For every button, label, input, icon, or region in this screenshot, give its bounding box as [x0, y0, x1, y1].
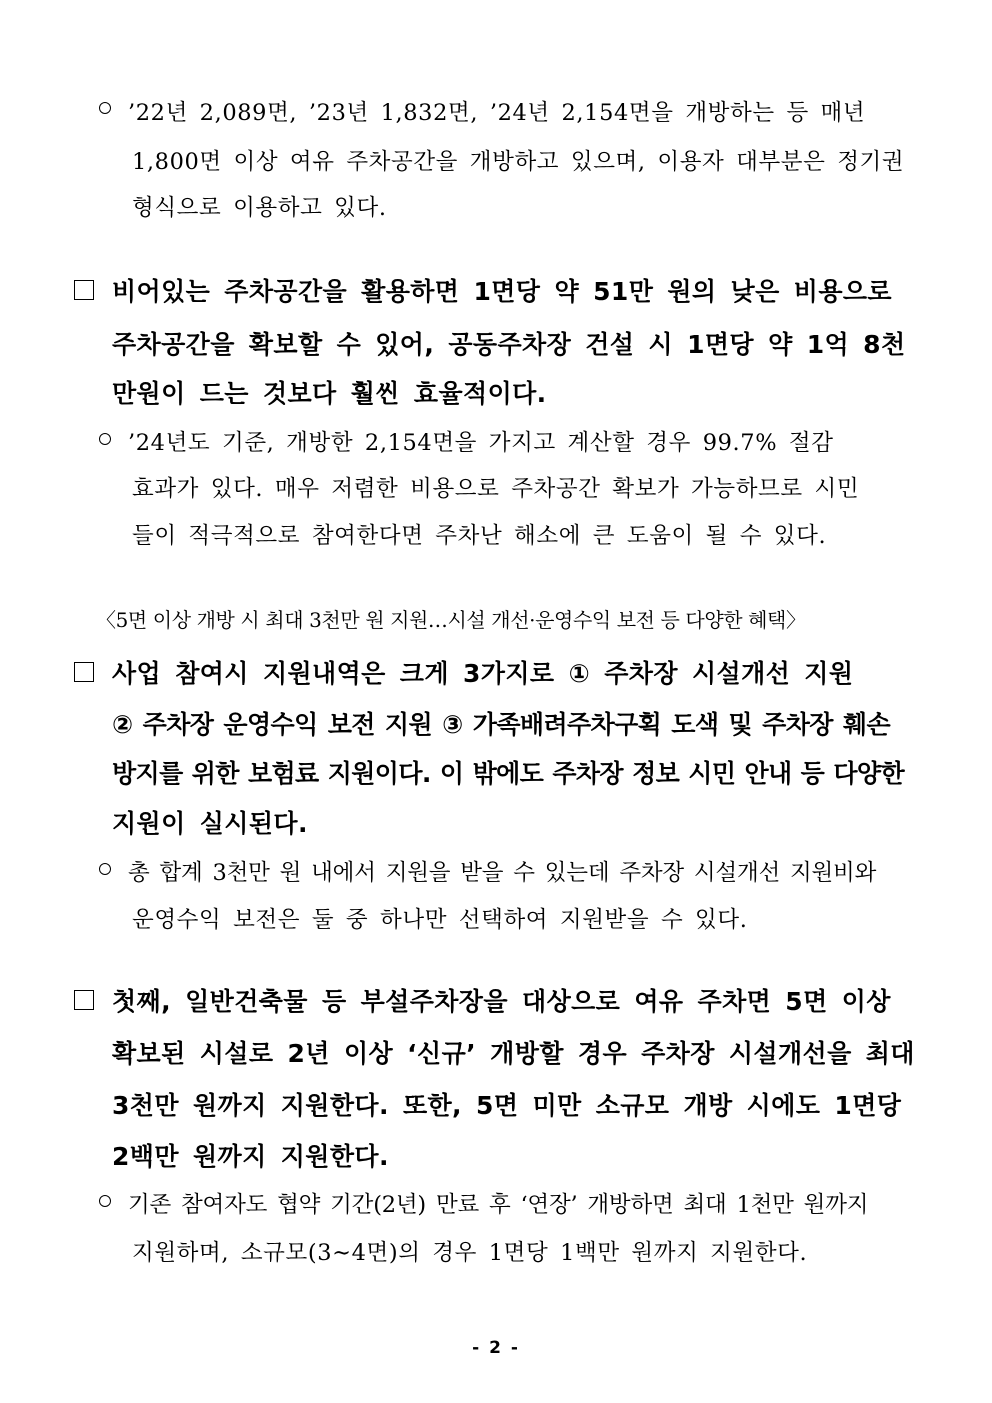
- sub-bullet-1-line-3: 형식으로 이용하고 있다.: [132, 195, 387, 221]
- sub-bullet-2-line-1: ’24년도 기준, 개방한 2,154면을 가지고 계산할 경우 99.7% 절감: [128, 430, 834, 456]
- circle-bullet-icon: [99, 102, 111, 114]
- page-number: - 2 -: [472, 1338, 520, 1358]
- sub-bullet-1-line-1: ’22년 2,089면, ’23년 1,832면, ’24년 2,154면을 개방하는 등 매년: [128, 100, 866, 126]
- circle-bullet-icon: [99, 433, 111, 445]
- sub-bullet-3-line-2: 운영수익 보전은 둘 중 하나만 선택하여 지원받을 수 있다.: [132, 907, 748, 933]
- square-bullet-icon: [74, 662, 94, 682]
- main-bullet-1-line-3: 만원이 드는 것보다 훨씬 효율적이다.: [112, 379, 547, 408]
- main-bullet-1-line-2: 주차공간을 확보할 수 있어, 공동주차장 건설 시 1면당 약 1억 8천: [112, 330, 906, 359]
- main-bullet-2-line-4: 지원이 실시된다.: [112, 809, 308, 838]
- sub-bullet-2-line-2: 효과가 있다. 매우 저렴한 비용으로 주차공간 확보가 가능하므로 시민: [132, 476, 860, 502]
- sub-bullet-4-line-2: 지원하며, 소규모(3∼4면)의 경우 1면당 1백만 원까지 지원한다.: [132, 1240, 808, 1266]
- square-bullet-icon: [74, 280, 94, 300]
- circle-bullet-icon: [99, 863, 111, 875]
- main-bullet-2-line-3: 방지를 위한 보험료 지원이다. 이 밖에도 주차장 정보 시민 안내 등 다양한: [112, 759, 904, 788]
- section-caption: 〈5면 이상 개방 시 최대 3천만 원 지원…시설 개선·운영수익 보전 등 다양한 혜택〉: [96, 608, 806, 632]
- main-bullet-3-line-4: 2백만 원까지 지원한다.: [112, 1142, 389, 1171]
- main-bullet-3-line-2: 확보된 시설로 2년 이상 ‘신규’ 개방할 경우 주차장 시설개선을 최대: [112, 1039, 915, 1068]
- main-bullet-3-line-3: 3천만 원까지 지원한다. 또한, 5면 미만 소규모 개방 시에도 1면당: [112, 1091, 902, 1120]
- sub-bullet-1-line-2: 1,800면 이상 여유 주차공간을 개방하고 있으며, 이용자 대부분은 정기권: [132, 149, 905, 175]
- sub-bullet-2-line-3: 들이 적극적으로 참여한다면 주차난 해소에 큰 도움이 될 수 있다.: [132, 523, 827, 549]
- circle-bullet-icon: [99, 1195, 111, 1207]
- main-bullet-3-line-1: 첫째, 일반건축물 등 부설주차장을 대상으로 여유 주차면 5면 이상: [112, 987, 891, 1016]
- main-bullet-2-line-1: 사업 참여시 지원내역은 크게 3가지로 ① 주차장 시설개선 지원: [112, 659, 854, 688]
- sub-bullet-3-line-1: 총 합계 3천만 원 내에서 지원을 받을 수 있는데 주차장 시설개선 지원비와: [128, 860, 877, 886]
- main-bullet-2-line-2: ② 주차장 운영수익 보전 지원 ③ 가족배려주차구획 도색 및 주차장 훼손: [112, 710, 891, 739]
- main-bullet-1-line-1: 비어있는 주차공간을 활용하면 1면당 약 51만 원의 낮은 비용으로: [112, 277, 892, 306]
- square-bullet-icon: [74, 990, 94, 1010]
- sub-bullet-4-line-1: 기존 참여자도 협약 기간(2년) 만료 후 ‘연장’ 개방하면 최대 1천만 원까지: [128, 1192, 869, 1218]
